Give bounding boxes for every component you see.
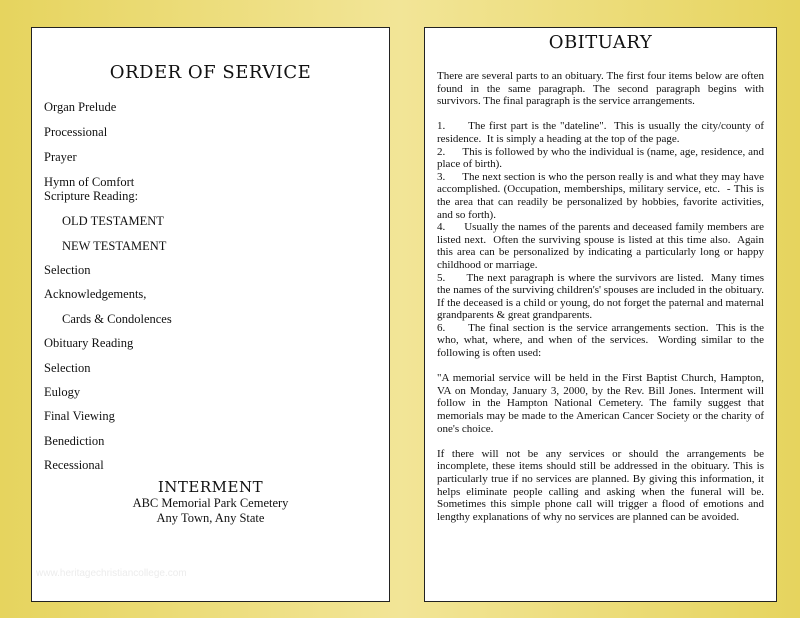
obituary-step: 5. The next paragraph is where the survivors are listed. Many times the names of the surviving children's' spouses are included in the obituary. If the deceased is a child or young, do not forget the paternal and maternal grandparents & great grandparents.	[437, 271, 770, 322]
obituary-step: 2. This is followed by who the individual is (name, age, residence, and place of birth).	[437, 145, 767, 171]
service-item: Acknowledgements,	[44, 287, 147, 301]
interment-location: Any Town, Any State	[156, 511, 265, 525]
obituary-steps	[437, 120, 770, 360]
order-of-service-title: ORDER OF SERVICE	[109, 62, 312, 83]
obituary-sample-text: "A memorial service will be held in the First Baptist Church, Hampton, VA on Monday, January 3, 2000, by the Rev. Bill Jones. Interment will follow in the Hampton National Cemetery. The family suggest that memorials may be made to the American Cancer Society or the charity of one's choice.	[437, 372, 764, 435]
interment-section	[32, 478, 389, 526]
service-item: Scripture Reading:	[44, 189, 139, 203]
service-item: Eulogy	[44, 385, 81, 399]
service-item: NEW TESTAMENT	[62, 239, 167, 253]
service-item: Cards & Condolences	[62, 312, 172, 326]
interment-title: INTERMENT	[157, 478, 264, 496]
service-item: Selection	[44, 361, 91, 375]
obituary-step: 1. The first part is the "dateline". This is usually the city/county of residence. It is simply a heading at the top of the page.	[437, 120, 767, 145]
service-item: Selection	[44, 263, 91, 277]
interment-cemetery: ABC Memorial Park Cemetery	[132, 496, 289, 510]
service-item: Recessional	[44, 458, 104, 472]
service-item: Processional	[44, 125, 108, 139]
obituary-step: 4. Usually the names of the parents and deceased family members are listed next. Often the surviving spouse is listed at this time also. Again this area can be personalized by indicating a particularly long or happy childhood or marriage.	[437, 221, 767, 271]
obituary-panel	[424, 27, 777, 602]
service-item: Organ Prelude	[44, 100, 117, 114]
order-of-service-panel	[31, 27, 390, 602]
service-item: Obituary Reading	[44, 336, 134, 350]
obituary-body	[437, 70, 770, 536]
service-item: Prayer	[44, 150, 77, 164]
service-item: OLD TESTAMENT	[62, 214, 164, 228]
obituary-closing: If there will not be any services or should the arrangements be incomplete, these items should still be addressed in the obituary. This is particularly true if no services are planned. By giving this information, it helps eliminate people calling and asking when the funeral will be. Sometimes this simple phone call will trigger a flood of emotions and lengthy explanations of why no services are planned can be avoided.	[437, 447, 764, 523]
obituary-intro: There are several parts to an obituary. The first four items below are often found in the same paragraph. The second paragraph begins with survivors. The final paragraph is the service arrangements.	[437, 70, 764, 108]
service-item: Hymn of Comfort	[44, 175, 135, 189]
service-item: Final Viewing	[44, 409, 115, 423]
watermark-text: www.heritagechristiancollege.com	[36, 568, 187, 579]
obituary-step: 3. The next section is who the person really is and what they may have accomplished. (Occupation, memberships, military service, etc. - This is the area that can readily be personalized by hobbies, favorite activities, and so forth).	[437, 170, 767, 221]
obituary-title: OBITUARY	[548, 32, 653, 53]
obituary-step: 6. The final section is the service arrangements section. This is the who, what, where, and when of the services. Wording similar to the following is often used:	[437, 321, 767, 360]
service-item: Benediction	[44, 434, 105, 448]
